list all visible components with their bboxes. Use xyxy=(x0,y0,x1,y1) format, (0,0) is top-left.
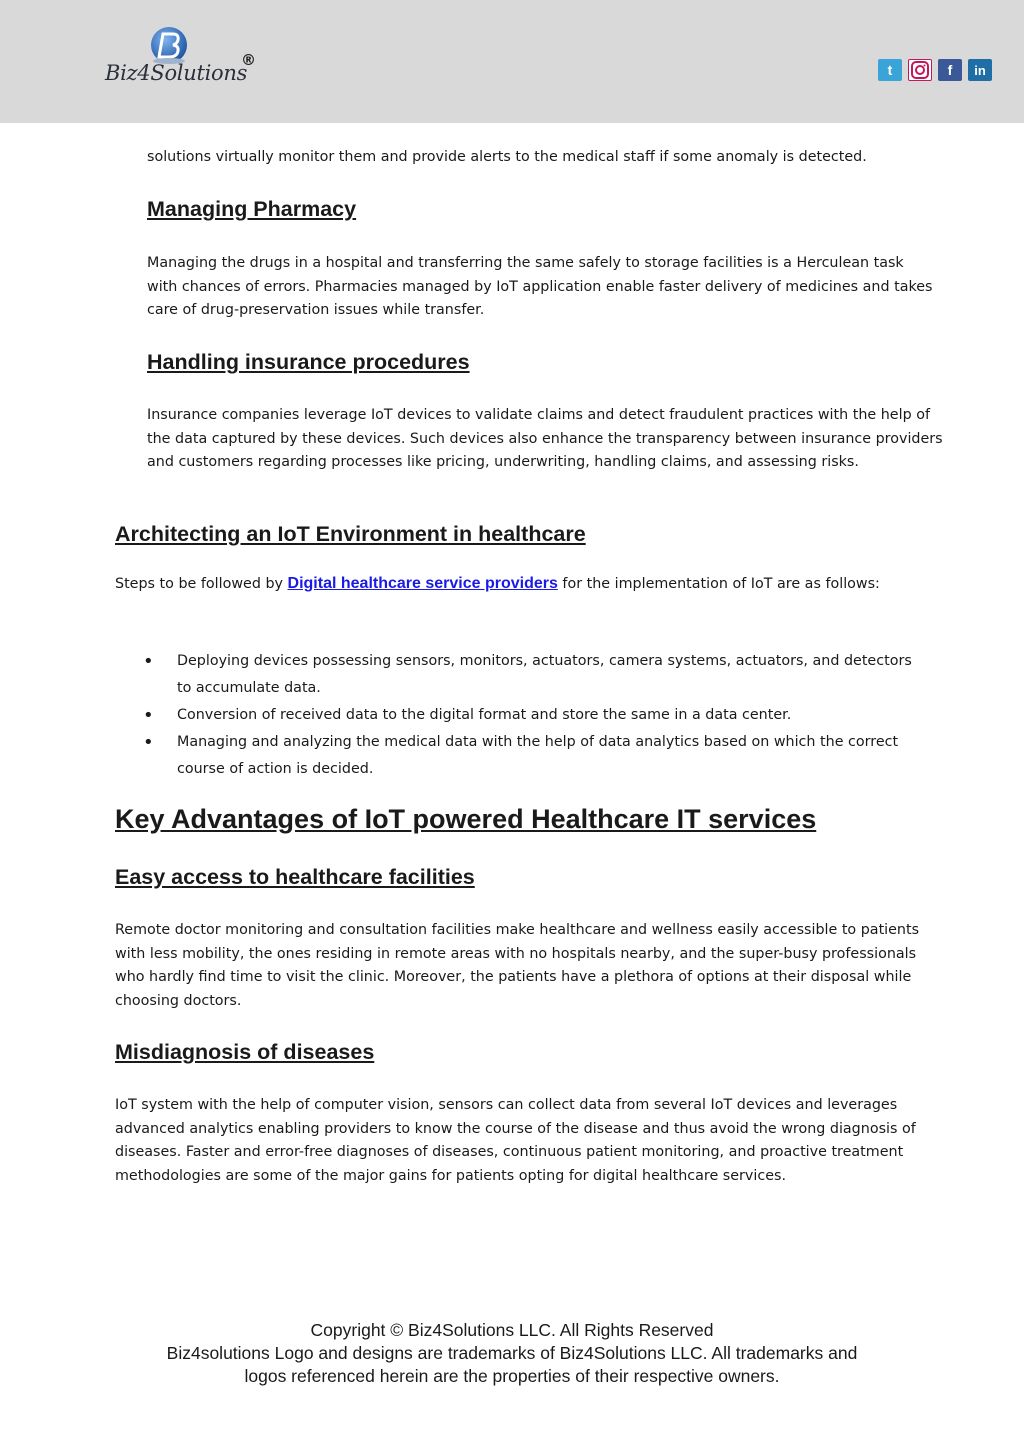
page-header xyxy=(0,0,1024,123)
pharmacy-text: Managing the drugs in a hospital and transferring the same safely to storage facilities is a Herculean task with chances of errors. Pharmacies managed by IoT application enable faster delivery of medicines and takes care of drug-preservation issues while transfer. xyxy=(147,255,933,318)
steps-before: Steps to be followed by xyxy=(115,576,288,592)
instagram-glyph xyxy=(910,61,930,79)
footer-trademarks: Biz4solutions Logo and designs are trademarks of Biz4Solutions LLC. All trademarks and xyxy=(166,1343,858,1363)
architecting-heading: Architecting an IoT Environment in healthcare xyxy=(115,522,586,546)
steps-intro xyxy=(115,572,925,597)
logo-mark-icon xyxy=(147,25,191,65)
insurance-heading: Handling insurance procedures xyxy=(147,350,470,374)
list-item: • Managing and analyzing the medical data with the help of data analytics based on which the correct course of action is decided. xyxy=(115,729,915,783)
registered-mark: ® xyxy=(241,51,256,69)
access-heading: Easy access to healthcare facilities xyxy=(115,865,475,889)
footer-logos-notice: logos referenced herein are the properties of their respective owners. xyxy=(244,1366,780,1386)
access-text: Remote doctor monitoring and consultation facilities make healthcare and wellness easily accessible to patients with less mobility, the ones residing in remote areas with no hospitals nearby, and the super-busy professionals who hardly find time to visit the clinic. Moreover, the patients have a plethora of options at their disposal while choosing doctors. xyxy=(115,922,920,1009)
insurance-text: Insurance companies leverage IoT devices to validate claims and detect fraudulent practices with the help of the data captured by these devices. Such devices also enhance the transparency between insurance providers and customers regarding processes like pricing, underwriting, handling claims, and assessing risks. xyxy=(147,407,943,470)
misdiagnosis-text: IoT system with the help of computer vision, sensors can collect data from several IoT devices and leverages advanced analytics enabling providers to know the course of the disease and thus avoid the wrong diagnosis of diseases. Faster and error-free diagnoses of diseases, continuous patient monitoring, and proactive treatment methodologies are some of the major gains for patients opting for digital healthcare services. xyxy=(115,1097,916,1184)
advantages-heading: Key Advantages of IoT powered Healthcare IT services xyxy=(115,804,817,834)
twitter-glyph: t xyxy=(887,62,893,78)
linkedin-icon[interactable] xyxy=(968,59,992,81)
implementation-steps-list xyxy=(115,648,915,783)
list-item: • Deploying devices possessing sensors, monitors, actuators, camera systems, actuators, and detectors to accumulate data. xyxy=(115,648,915,702)
footer-copyright: Copyright © Biz4Solutions LLC. All Rights Reserved xyxy=(310,1320,714,1340)
facebook-icon[interactable] xyxy=(938,59,962,81)
intro-tail-text: solutions virtually monitor them and provide alerts to the medical staff if some anomaly is detected. xyxy=(147,149,867,165)
biz4solutions-logo[interactable] xyxy=(105,25,265,95)
pharmacy-heading: Managing Pharmacy xyxy=(147,197,357,221)
facebook-glyph: f xyxy=(947,62,953,78)
digital-healthcare-link[interactable]: Digital healthcare service providers xyxy=(287,575,558,592)
steps-after: for the implementation of IoT are as follows: xyxy=(557,576,880,592)
social-links xyxy=(878,59,992,81)
instagram-icon[interactable] xyxy=(908,59,932,81)
misdiagnosis-heading: Misdiagnosis of diseases xyxy=(115,1040,375,1064)
logo-text: Biz4Solutions xyxy=(105,61,248,85)
linkedin-glyph: in xyxy=(974,62,986,78)
list-item: • Conversion of received data to the digital format and store the same in a data center. xyxy=(115,702,915,729)
twitter-icon[interactable] xyxy=(878,59,902,81)
